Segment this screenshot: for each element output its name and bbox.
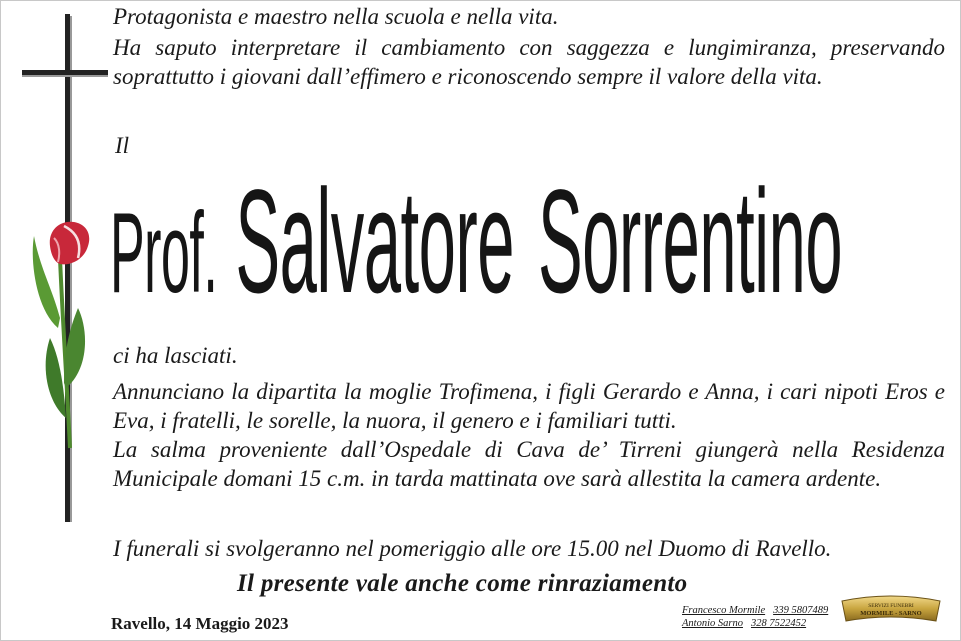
- contact-name: Francesco Mormile: [682, 605, 766, 616]
- last-name: Sorrentino: [537, 160, 843, 324]
- wake-paragraph: La salma proveniente dall’Ospedale di Cava de’ Tirreni giungerà nella Residenza Municipale domani 15 c.m. in tarda mattinata ove sarà allestita la camera ardente.: [113, 437, 945, 491]
- logo-line2: MORMILE - SARNO: [860, 610, 922, 617]
- opening-line: Protagonista e maestro nella scuola e nella vita.: [113, 4, 559, 29]
- article-il: Il: [115, 133, 130, 158]
- funeral-line: I funerali si svolgeranno nel pomeriggio alle ore 15.00 nel Duomo di Ravello.: [113, 536, 832, 561]
- contact-phone: 339 5807489: [773, 605, 829, 616]
- contacts-block: [682, 604, 828, 630]
- left-us-line: ci ha lasciati.: [113, 343, 238, 368]
- deceased-name: [110, 138, 842, 358]
- logo-line1: SERVIZI FUNEBRI: [868, 603, 914, 609]
- tribute-paragraph: Ha saputo interpretare il cambiamento con saggezza e lungimiranza, preservando soprattutto i giovani dall’effimero e riconoscendo sempre il valore della vita.: [113, 35, 945, 89]
- contact-phone: 328 7522452: [750, 618, 807, 629]
- contact-row: [682, 604, 828, 617]
- tulip-icon: [30, 218, 100, 458]
- first-name: Salvatore: [235, 160, 514, 324]
- title-prof: Prof.: [110, 189, 218, 318]
- announcement-paragraph: Annunciano la dipartita la moglie Trofimena, i figli Gerardo e Anna, i cari nipoti Eros e Eva, i fratelli, le sorelle, la nuora, il genero e i familiari tutti.: [113, 379, 945, 433]
- contact-row: [682, 617, 828, 630]
- contact-name: Antonio Sarno: [682, 618, 743, 629]
- thanks-line: Il presente vale anche come rinraziamento: [237, 570, 688, 597]
- place-date: Ravello, 14 Maggio 2023: [111, 614, 289, 633]
- funeral-service-logo: [838, 591, 944, 631]
